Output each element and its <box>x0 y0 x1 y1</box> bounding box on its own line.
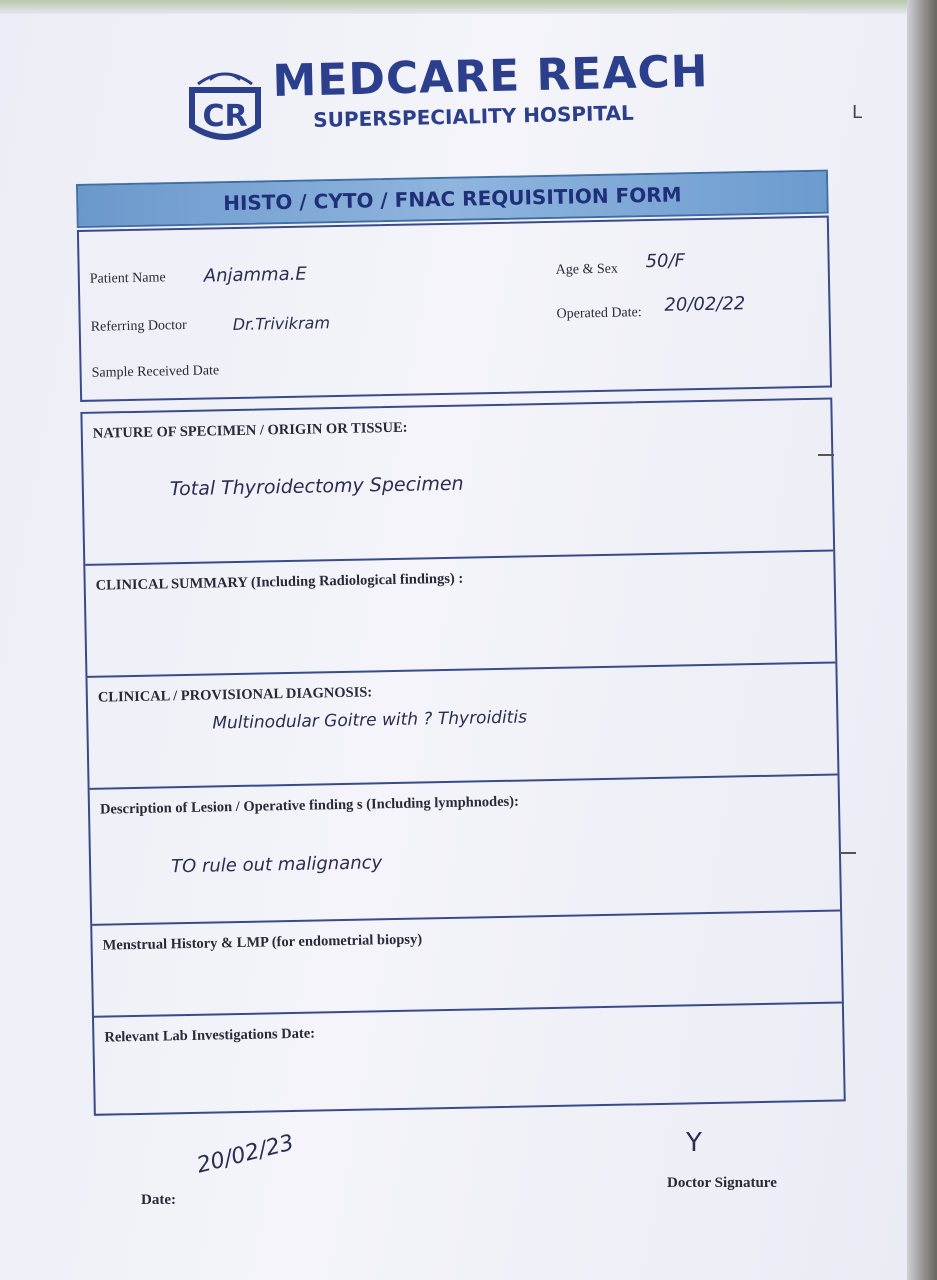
diagnosis-label: CLINICAL / PROVISIONAL DIAGNOSIS: <box>97 684 373 706</box>
doctor-signature-mark: Y <box>686 1128 702 1158</box>
specimen-label: NATURE OF SPECIMEN / ORIGIN OR TISSUE: <box>92 419 408 442</box>
requisition-form <box>76 170 846 1116</box>
lab-investigations-section <box>94 1001 844 1113</box>
hospital-logo-icon <box>188 56 262 146</box>
footer-date-value: 20/02/23 <box>194 1130 297 1179</box>
specimen-section <box>82 400 833 564</box>
clinical-summary-label: CLINICAL SUMMARY (Including Radiological findings) : <box>95 570 464 594</box>
form-title: HISTO / CYTO / FNAC REQUISITION FORM <box>222 182 682 216</box>
lesion-description-section <box>90 773 840 923</box>
referring-doctor-label: Referring Doctor <box>90 317 187 335</box>
top-strip <box>0 0 920 14</box>
sample-received-label: Sample Received Date <box>91 363 220 381</box>
patient-name-label: Patient Name <box>89 270 166 287</box>
lab-investigations-label: Relevant Lab Investigations Date: <box>104 1025 316 1046</box>
logo-letters: CR <box>202 99 248 134</box>
patient-details-box <box>77 216 832 402</box>
form-sections <box>80 398 845 1116</box>
operated-date-label: Operated Date: <box>556 305 642 322</box>
age-sex-value: 50/F <box>645 250 686 273</box>
diagnosis-value: Multinodular Goitre with ? Thyroiditis <box>212 707 528 734</box>
menstrual-history-section <box>92 909 842 1015</box>
diagnosis-section <box>87 662 837 788</box>
specimen-value: Total Thyroidectomy Specimen <box>169 472 464 501</box>
doctor-signature-label: Doctor Signature <box>667 1175 777 1191</box>
corner-mark: L <box>852 102 863 123</box>
lesion-description-label: Description of Lesion / Operative finding s (Including lymphnodes): <box>99 793 520 818</box>
age-sex-label: Age & Sex <box>555 261 619 278</box>
operated-date-value: 20/02/22 <box>664 293 746 316</box>
menstrual-history-label: Menstrual History & LMP (for endometrial biopsy) <box>102 931 423 954</box>
lesion-description-value: TO rule out malignancy <box>170 852 383 878</box>
footer-date-label: Date: <box>141 1192 176 1208</box>
patient-name-value: Anjamma.E <box>203 263 307 287</box>
hospital-subtitle: SUPERSPECIALITY HOSPITAL <box>313 100 634 132</box>
hospital-name: MEDCARE REACH <box>272 46 710 107</box>
paper-edge-shadow <box>907 0 937 1280</box>
margin-tick <box>818 454 834 456</box>
referring-doctor-value: Dr.Trivikram <box>232 313 331 335</box>
clinical-summary-section <box>85 550 835 676</box>
margin-tick <box>840 852 856 854</box>
